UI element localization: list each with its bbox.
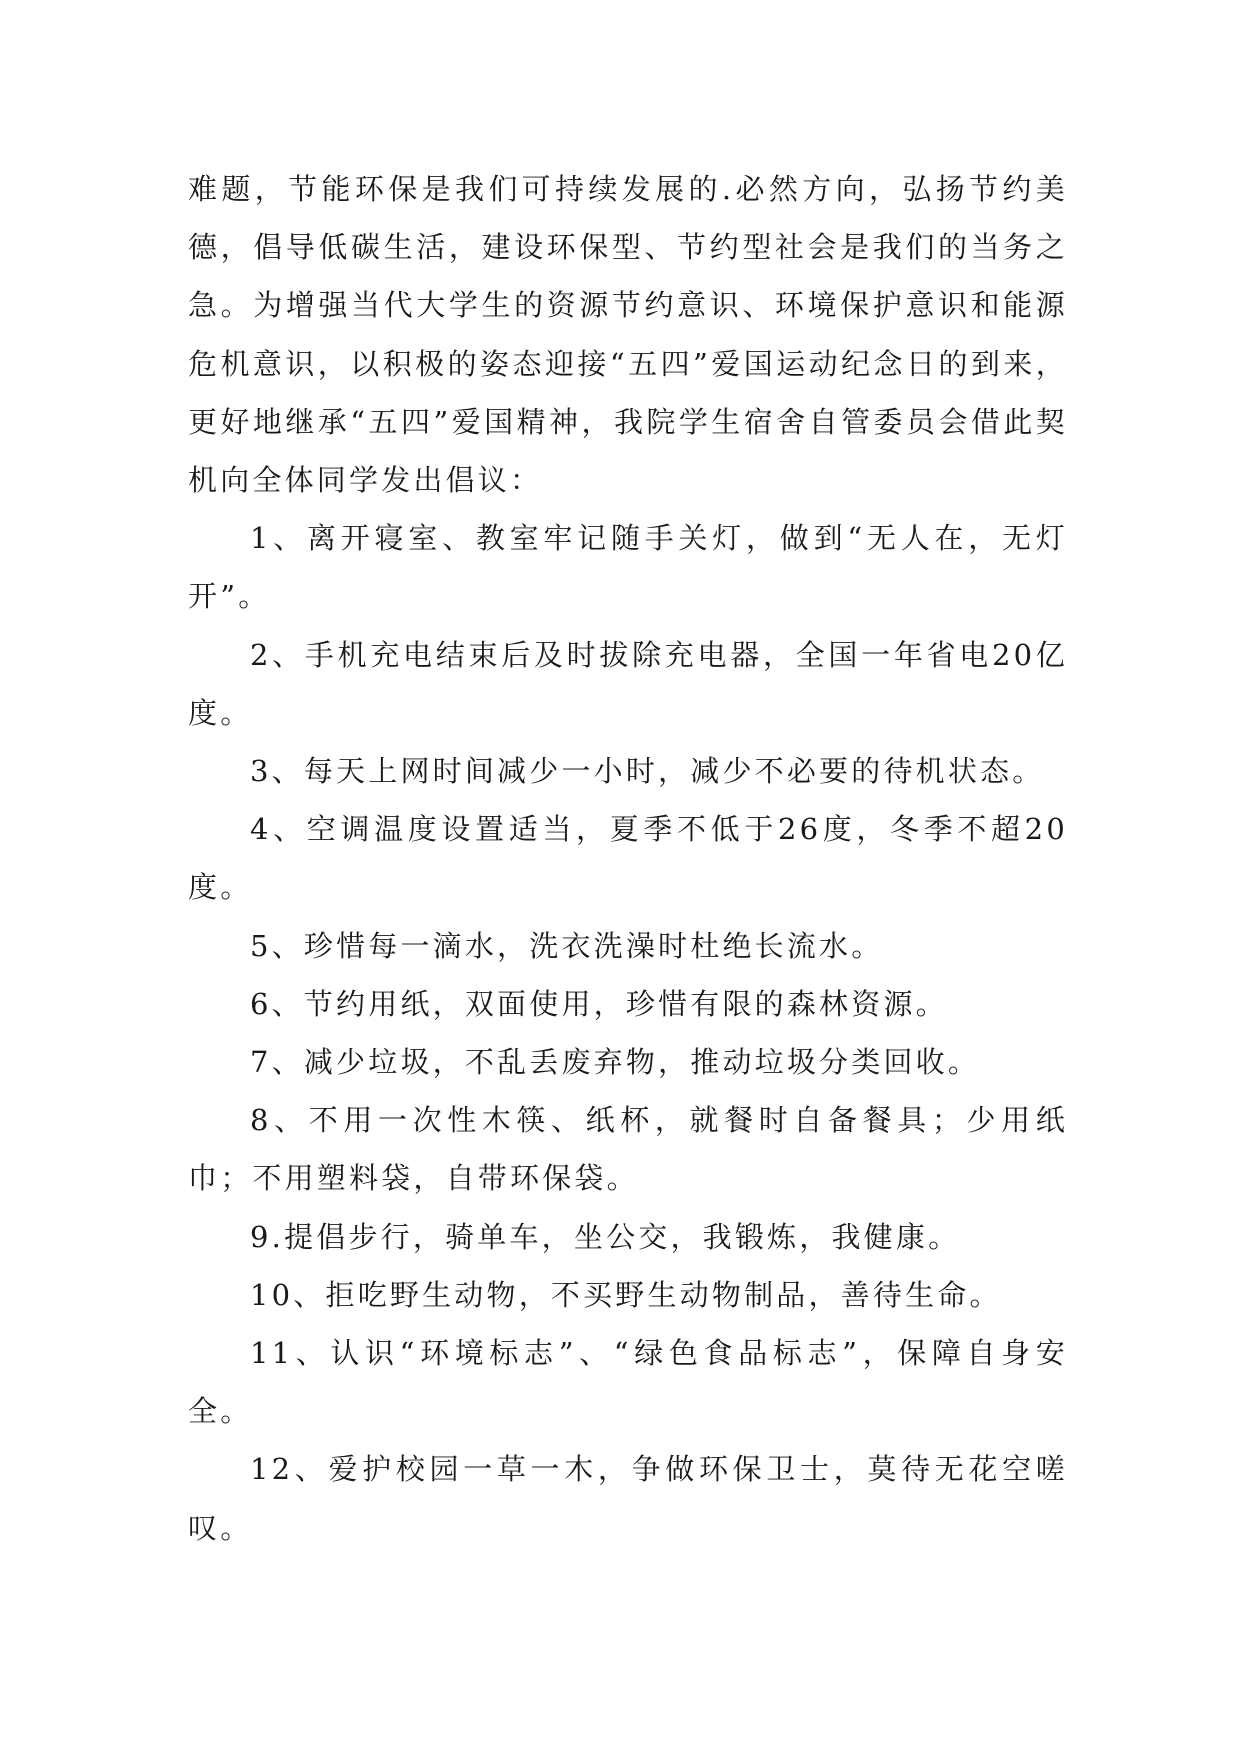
list-item: 5、珍惜每一滴水，洗衣洗澡时杜绝长流水。 — [250, 928, 884, 963]
list-item: 1、离开寝室、教室牢记随手关灯，做到“无人在，无灯开”。 — [188, 521, 1068, 614]
intro-paragraph: 难题，节能环保是我们可持续发展的.必然方向，弘扬节约美德，倡导低碳生活，建设环保型、节约型社会是我们的当务之急。为增强当代大学生的资源节约意识、环境保护意识和能源危机意识，以积极的姿态迎接“五四”爱国运动纪念日的到来，更好地继承“五四”爱国精神，我院学生宿舍自管委员会借此契机向全体同学发出倡议： — [188, 172, 1068, 498]
list-item: 7、减少垃圾，不乱丢废弃物，推动垃圾分类回收。 — [250, 1045, 981, 1080]
list-item: 2、手机充电结束后及时拔除充电器，全国一年省电20亿度。 — [188, 637, 1068, 730]
list-item: 11、认识“环境标志”、“绿色食品标志”，保障自身安全。 — [188, 1336, 1068, 1429]
list-item: 6、节约用纸，双面使用，珍惜有限的森林资源。 — [250, 986, 948, 1021]
list-item: 12、爱护校园一草一木，争做环保卫士，莫待无花空嗟叹。 — [188, 1452, 1068, 1545]
list-item: 8、不用一次性木筷、纸杯，就餐时自备餐具；少用纸巾；不用塑料袋，自带环保袋。 — [188, 1103, 1068, 1196]
document-body — [188, 160, 1068, 1557]
list-item: 9.提倡步行，骑单车，坐公交，我锻炼，我健康。 — [250, 1219, 961, 1254]
list-item: 3、每天上网时间减少一小时，减少不必要的待机状态。 — [250, 754, 1045, 789]
list-item: 4、空调温度设置适当，夏季不低于26度，冬季不超20度。 — [188, 812, 1068, 905]
list-item: 10、拒吃野生动物，不买野生动物制品，善待生命。 — [250, 1277, 1002, 1312]
